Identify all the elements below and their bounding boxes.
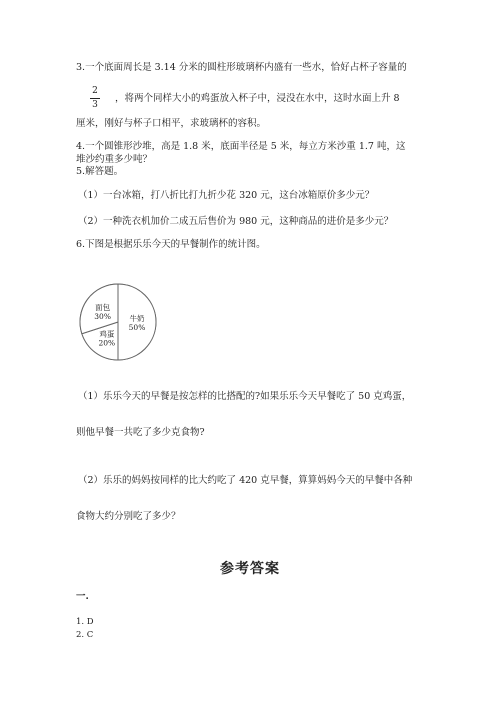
fraction-numerator: 2	[92, 86, 98, 96]
section-5-item-2: （2）一种洗衣机加价二成五后售价为 980 元，这种商品的进价是多少元？	[78, 216, 394, 227]
pie-slice-percent: 50%	[128, 323, 146, 332]
section-5-item-1: （1）一台冰箱，打八折比打九折少花 320 元，这台冰箱原价多少元？	[78, 190, 375, 201]
answer-section-label: 一.	[76, 591, 89, 602]
section-5-title: 5.解答题。	[76, 166, 124, 177]
fraction-denominator: 3	[92, 100, 98, 110]
answer-item-1: 1. D	[76, 617, 94, 627]
q6-sub2-line-2: 食物大约分别吃了多少？	[76, 511, 181, 522]
pie-slice-label: 鸡蛋	[99, 329, 115, 339]
q4-line-2: 堆沙约重多少吨？	[76, 154, 153, 165]
pie-slice-percent: 30%	[94, 311, 111, 321]
pie-slices	[80, 284, 156, 360]
q6-sub2-line-1: （2）乐乐的妈妈按同样的比大约吃了 420 克早餐，算算妈妈今天的早餐中各种	[78, 475, 413, 486]
q4-line-1: 4.一个圆锥形沙堆，高是 1.8 米，底面半径是 5 米，每立方米沙重 1.7 吨，这	[76, 141, 406, 152]
answer-title: 参考答案	[220, 561, 280, 577]
pie-slice-label: 牛奶	[129, 314, 145, 323]
fraction-two-thirds	[90, 86, 100, 111]
pie-slice-label: 面包	[95, 302, 111, 312]
q6-sub1-line-1: （1）乐乐今天的早餐是按怎样的比搭配的?如果乐乐今天早餐吃了 50 克鸡蛋，	[78, 391, 412, 402]
q3-line-1: 3.一个底面周长是 3.14 分米的圆柱形玻璃杯内盛有一些水，恰好占杯子容量的	[76, 62, 407, 73]
q3-line-2: ，将两个同样大小的鸡蛋放入杯子中，浸没在水中，这时水面上升 8	[115, 93, 400, 104]
q6-title: 6.下图是根据乐乐今天的早餐制作的统计图。	[76, 239, 266, 250]
q6-sub1-line-2: 则他早餐一共吃了多少克食物?	[76, 427, 205, 438]
q3-line-3: 厘米，刚好与杯子口相平，求玻璃杯的容积。	[76, 118, 267, 129]
fraction-bar	[90, 98, 100, 99]
breakfast-pie-chart	[78, 282, 158, 362]
answer-item-2: 2. C	[76, 630, 94, 640]
pie-slice-percent: 20%	[98, 338, 116, 348]
